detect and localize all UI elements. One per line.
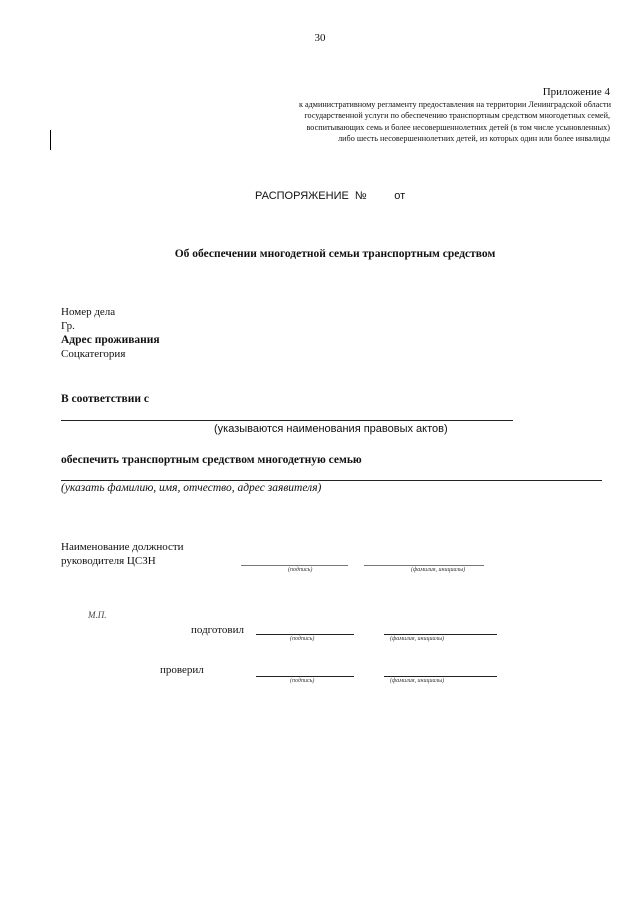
citizen-label: Гр. [61, 320, 75, 332]
checked-signature-line [256, 676, 354, 677]
accordance-label: В соответствии с [61, 393, 149, 405]
head-signature-caption: (подпись) [288, 567, 313, 573]
checked-signature-caption: (подпись) [290, 678, 315, 684]
head-signature-line [241, 565, 348, 566]
social-category-label: Соцкатегория [61, 348, 126, 360]
appendix-line: государственной услуги по обеспечению транспортным средством многодетных семей, [304, 111, 610, 120]
prepared-name-caption: (фамилия, инициалы) [390, 636, 445, 642]
prepared-name-line [384, 634, 497, 635]
legal-acts-line [61, 420, 513, 421]
case-number-label: Номер дела [61, 306, 116, 318]
prepared-signature-line [256, 634, 354, 635]
appendix-title: Приложение 4 [542, 86, 610, 98]
head-name-line [364, 565, 484, 566]
provide-text: обеспечить транспортным средством многодетную семью [61, 454, 362, 466]
margin-bar [50, 130, 51, 150]
page-number: 30 [314, 32, 326, 44]
prepared-signature-caption: (подпись) [290, 636, 315, 642]
prepared-label: подготовил [191, 624, 244, 636]
appendix-line: воспитывающих семь и более несовершеннолетних детей (в том числе усыновленных) [306, 123, 610, 132]
checked-name-caption: (фамилия, инициалы) [390, 678, 445, 684]
address-label: Адрес проживания [61, 334, 160, 346]
position-line2: руководителя ЦСЗН [61, 555, 156, 567]
head-name-caption: (фамилия, инициалы) [411, 567, 466, 573]
applicant-line [61, 480, 602, 481]
applicant-caption: (указать фамилию, имя, отчество, адрес заявителя) [61, 482, 322, 494]
checked-label: проверил [160, 664, 204, 676]
checked-name-line [384, 676, 497, 677]
order-subject: Об обеспечении многодетной семьи транспортным средством [174, 248, 496, 260]
position-line1: Наименование должности [61, 541, 184, 553]
order-heading: РАСПОРЯЖЕНИЕ № от [255, 190, 406, 202]
stamp-place: М.П. [88, 610, 107, 620]
appendix-line: к административному регламенту предоставления на территории Ленинградской области [298, 100, 611, 109]
appendix-line: либо шесть несовершеннолетних детей, из которых один или более инвалиды [338, 134, 610, 143]
legal-acts-caption: (указываются наименования правовых актов) [214, 423, 448, 435]
